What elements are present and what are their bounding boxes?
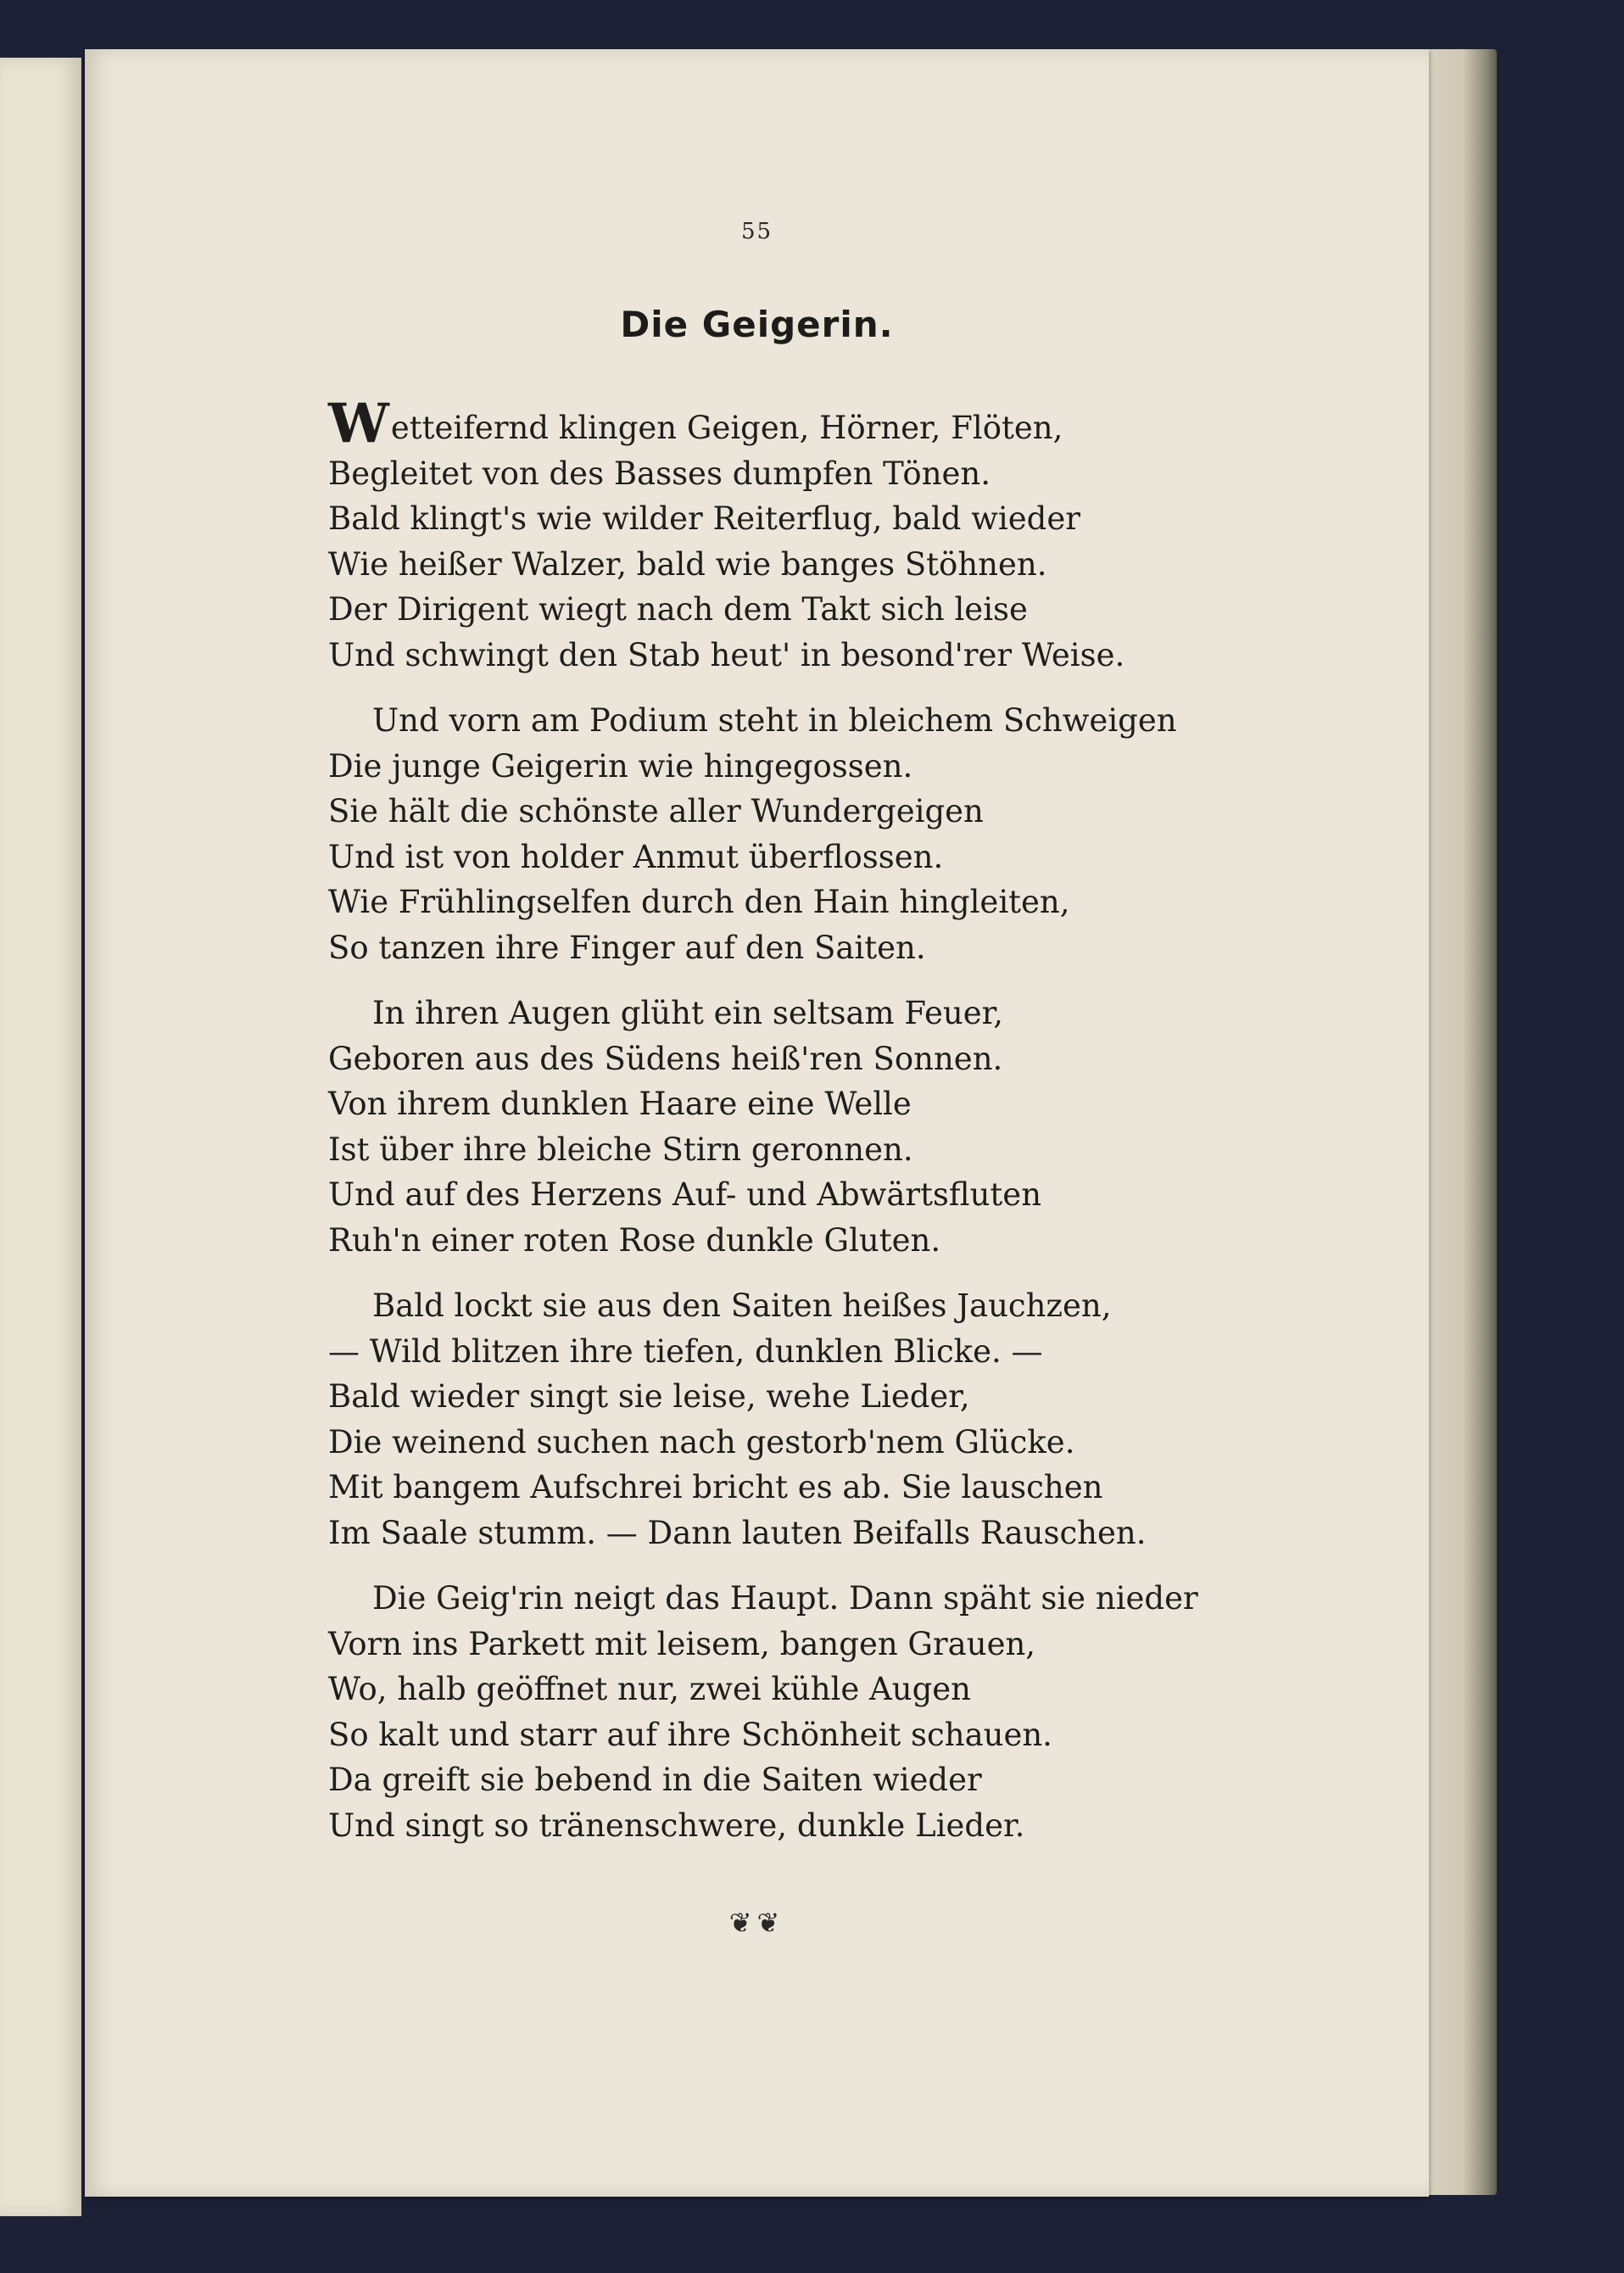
poem-line: Mit bangem Aufschrei bricht es ab. Sie lauschen xyxy=(328,1469,1103,1505)
stanza-1 xyxy=(328,392,1388,678)
paper-mark xyxy=(1484,634,1489,639)
poem-line: Und auf des Herzens Auf- und Abwärtsfluten xyxy=(328,1176,1042,1213)
page-number: 55 xyxy=(740,219,773,244)
poem-title: Die Geigerin. xyxy=(620,304,894,345)
poem-line: Vorn ins Parkett mit leisem, bangen Grauen, xyxy=(328,1625,1036,1662)
poem-line: In ihren Augen glüht ein seltsam Feuer, xyxy=(372,995,1004,1031)
poem-line: Ruh'n einer roten Rose dunkle Gluten. xyxy=(328,1221,941,1259)
poem-line: Bald wieder singt sie leise, wehe Lieder, xyxy=(328,1378,970,1415)
poem-line: Bald lockt sie aus den Saiten heißes Jauchzen, xyxy=(372,1287,1112,1324)
poem-line: Wo, halb geöffnet nur, zwei kühle Augen xyxy=(328,1671,971,1707)
poem-body xyxy=(328,392,1388,1868)
poem-line: — Wild blitzen ihre tiefen, dunklen Blicke. — xyxy=(328,1332,1043,1370)
poem-line: Die weinend suchen nach gestorb'nem Glücke. xyxy=(328,1423,1075,1460)
left-page-edge xyxy=(0,58,81,2216)
poem-line: Und vorn am Podium steht in bleichem Schweigen xyxy=(372,702,1177,739)
drop-cap: W xyxy=(328,392,389,455)
poem-line: Im Saale stumm. — Dann lauten Beifalls Rauschen. xyxy=(328,1514,1147,1551)
stanza-4 xyxy=(328,1283,1388,1555)
poem-line: So tanzen ihre Finger auf den Saiten. xyxy=(328,929,926,966)
poem-line: So kalt und starr auf ihre Schönheit schauen. xyxy=(328,1716,1052,1753)
poem-line: Von ihrem dunklen Haare eine Welle xyxy=(328,1086,912,1122)
poem-line: Und singt so tränenschwere, dunkle Lieder. xyxy=(328,1807,1025,1844)
poem-line: Begleitet von des Basses dumpfen Tönen. xyxy=(328,455,991,492)
poem-line xyxy=(328,392,1388,455)
poem-line: Sie hält die schönste aller Wundergeigen xyxy=(328,793,984,829)
stanza-2 xyxy=(328,698,1388,970)
poem-line: Wie heißer Walzer, bald wie banges Stöhnen. xyxy=(328,545,1047,583)
poem-line: Und ist von holder Anmut überflossen. xyxy=(328,838,944,875)
poem-line: Die junge Geigerin wie hingegossen. xyxy=(328,747,913,785)
poem-line-text: etteifernd klingen Geigen, Hörner, Flöten, xyxy=(390,410,1063,446)
ornament-fleuron: ❦❦ xyxy=(728,1907,785,1939)
poem-line: Der Dirigent wiegt nach dem Takt sich leise xyxy=(328,591,1028,628)
poem-line: Da greift sie bebend in die Saiten wieder xyxy=(328,1762,982,1798)
poem-line: Bald klingt's wie wilder Reiterflug, bald wieder xyxy=(328,500,1080,537)
stanza-3 xyxy=(328,991,1388,1263)
poem-line: Die Geig'rin neigt das Haupt. Dann späht sie nieder xyxy=(372,1580,1198,1617)
poem-line: Geboren aus des Südens heiß'ren Sonnen. xyxy=(328,1040,1003,1077)
book-page xyxy=(85,49,1429,2197)
poem-line: Und schwingt den Stab heut' in besond'rer Weise. xyxy=(328,636,1125,673)
stanza-5 xyxy=(328,1576,1388,1848)
poem-line: Ist über ihre bleiche Stirn geronnen. xyxy=(328,1131,913,1168)
poem-line: Wie Frühlingselfen durch den Hain hingleiten, xyxy=(328,884,1070,920)
